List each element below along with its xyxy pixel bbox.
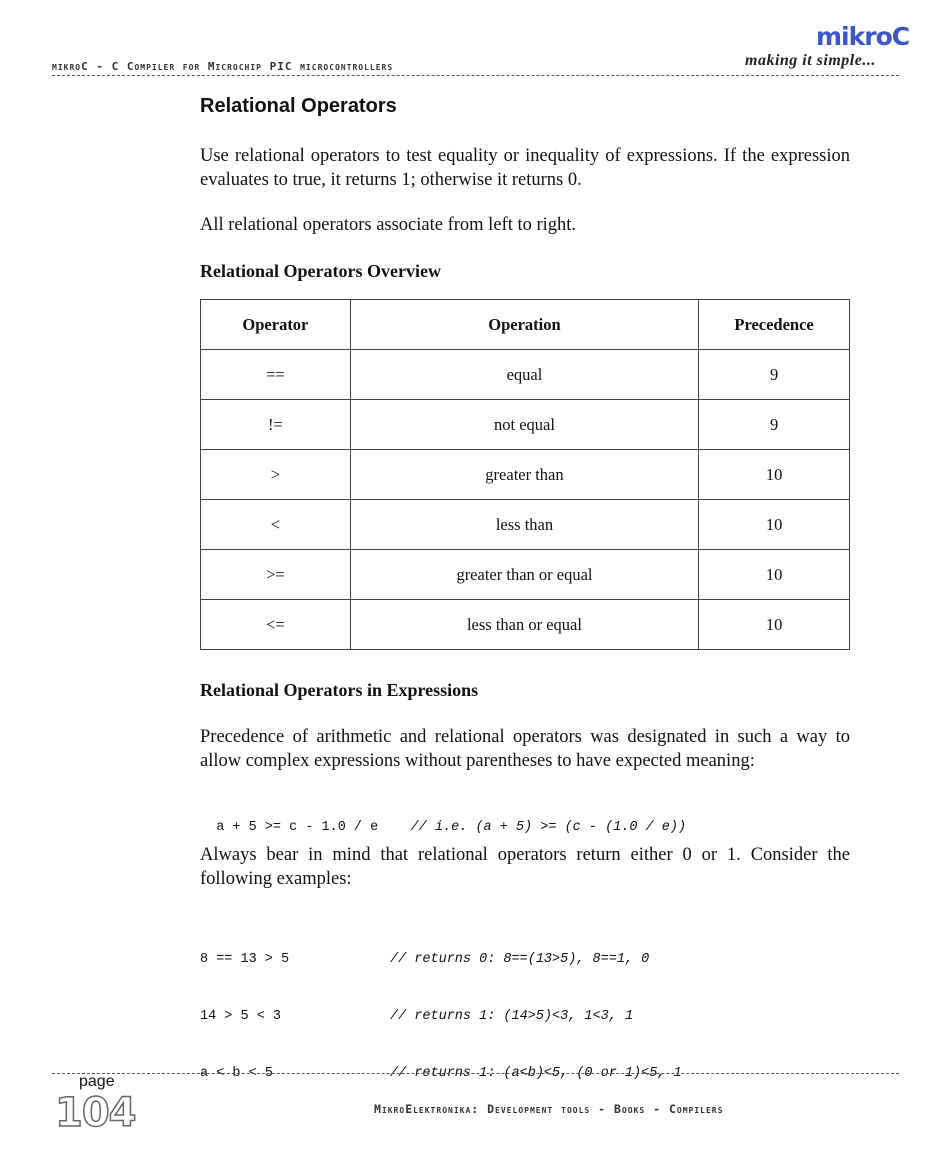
- page-title: Relational Operators: [200, 95, 397, 117]
- table-row: [201, 500, 850, 550]
- precedence-paragraph: Precedence of arithmetic and relational operators was designated in such a way to allow complex expressions without parentheses to have expected meaning:: [200, 727, 850, 771]
- table-row: [201, 600, 850, 650]
- table-row: [201, 350, 850, 400]
- operator-cell: <: [201, 500, 351, 550]
- precedence-cell: 10: [699, 450, 850, 500]
- footer-title: MikroElektronika: Development tools - Books - Compilers: [374, 1102, 724, 1116]
- operation-cell: less than or equal: [350, 600, 698, 650]
- brand-logo: mikroC: [816, 22, 910, 51]
- header-divider: [52, 75, 899, 76]
- code-comment: // returns 0: 8==(13>5), 8==1, 0: [390, 952, 650, 967]
- operator-cell: >: [201, 450, 351, 500]
- precedence-cell: 9: [699, 350, 850, 400]
- precedence-cell: 9: [699, 400, 850, 450]
- header-title: mikroC - C Compiler for Microchip PIC microcontrollers: [52, 60, 394, 73]
- column-header-operator: Operator: [201, 300, 351, 350]
- brand-tagline: making it simple...: [745, 52, 876, 69]
- code-line: [200, 1007, 682, 1026]
- operation-cell: not equal: [350, 400, 698, 450]
- precedence-cell: 10: [699, 550, 850, 600]
- code-expression: 8 == 13 > 5: [200, 952, 290, 967]
- code-expression: 14 > 5 < 3: [200, 1009, 282, 1024]
- column-header-precedence: Precedence: [699, 300, 850, 350]
- operator-cell: ==: [201, 350, 351, 400]
- operator-cell: !=: [201, 400, 351, 450]
- operation-cell: greater than or equal: [350, 550, 698, 600]
- operator-cell: >=: [201, 550, 351, 600]
- code-expression: a + 5 >= c - 1.0 / e: [216, 820, 379, 835]
- code-line: [200, 950, 682, 969]
- expressions-heading: Relational Operators in Expressions: [200, 680, 479, 700]
- column-header-operation: Operation: [350, 300, 698, 350]
- operator-cell: <=: [201, 600, 351, 650]
- page-label: page: [79, 1073, 115, 1090]
- code-comment: // i.e. (a + 5) >= (c - (1.0 / e)): [410, 820, 687, 835]
- precedence-cell: 10: [699, 600, 850, 650]
- table-row: [201, 450, 850, 500]
- table-row: [201, 400, 850, 450]
- table-row: [201, 550, 850, 600]
- footer-divider: [52, 1073, 899, 1074]
- overview-heading: Relational Operators Overview: [200, 261, 441, 281]
- code-comment: // returns 1: (14>5)<3, 1<3, 1: [390, 1009, 634, 1024]
- code-example: [200, 799, 686, 837]
- page-number: 104: [55, 1090, 136, 1136]
- precedence-cell: 10: [699, 500, 850, 550]
- intro-paragraph: Use relational operators to test equality or inequality of expressions. If the expression evaluates to true, it returns 1; otherwise it returns 0.: [200, 146, 850, 190]
- code-expression: a < b < 5: [200, 1066, 273, 1081]
- operation-cell: greater than: [350, 450, 698, 500]
- code-spacer: [378, 820, 410, 835]
- bear-in-mind-paragraph: Always bear in mind that relational operators return either 0 or 1. Consider the following examples:: [200, 845, 850, 889]
- operation-cell: less than: [350, 500, 698, 550]
- associativity-paragraph: All relational operators associate from left to right.: [200, 215, 577, 235]
- table-header-row: [201, 300, 850, 350]
- operation-cell: equal: [350, 350, 698, 400]
- operators-table: [200, 299, 850, 650]
- code-comment: // returns 1: (a<b)<5, (0 or 1)<5, 1: [390, 1066, 682, 1081]
